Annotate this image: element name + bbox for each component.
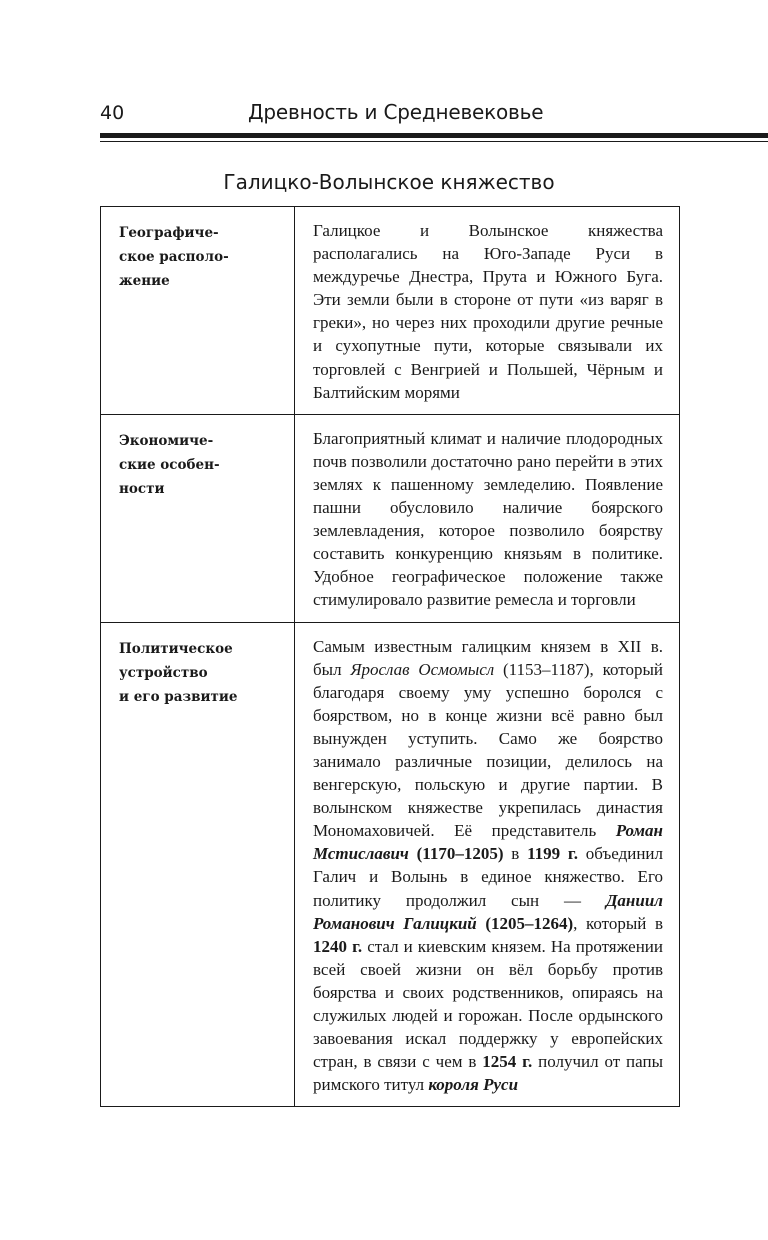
text-run: (1153–1187), который благодаря своему уму успешно боролся с боярством, но в конце жизни всё равно был вынужден уступить. Само же боярство занимало различные позиции, делилось на венгерскую, польскую и другие партии. В волынском княжестве укрепилась династия Мономаховичей. Её представитель — [313, 659, 663, 841]
info-table — [100, 206, 680, 1107]
text-run: Благоприятный климат и наличие плодородных почв позволили достаточно рано перейти в этих землях к пашенному земледелию. Появление пашни обусловило наличие боярского землевладения, которое позволило боярству составить конкуренцию князьям в политике. Удобное географическое положение также стимулировало развитие ремесла и торговли — [313, 428, 663, 610]
emphasized-date: 1240 г. — [313, 936, 363, 956]
row-description — [295, 207, 680, 415]
row-label-line: ское располо- — [119, 249, 229, 265]
row-label — [101, 207, 295, 415]
emphasized-date: 1199 г. — [527, 844, 578, 864]
emphasized-name: Даниил Романович Галицкий — [313, 890, 663, 933]
header-rule-thin — [100, 141, 768, 142]
row-label-line: ские особен- — [119, 456, 220, 473]
emphasized-name: Роман Мстиславич — [313, 821, 663, 864]
text-run: объединил Галич и Волынь в единое княжество. Его политику продолжил сын — — [313, 844, 664, 910]
row-label — [101, 414, 295, 622]
emphasized-name: короля Руси — [428, 1075, 519, 1095]
row-label-line: Географиче- — [119, 225, 219, 241]
running-head — [100, 92, 768, 132]
row-label-line: Экономиче- — [119, 432, 214, 449]
section-title: Галицко-Волынское княжество — [223, 170, 555, 194]
row-label-line: и его развитие — [119, 688, 238, 705]
table-row-geography — [101, 207, 680, 415]
emphasized-date: 1254 г. — [482, 1052, 533, 1072]
running-head-title: Древность и Средневековье — [248, 100, 544, 124]
row-description-text — [313, 427, 663, 612]
table-row-politics — [101, 622, 680, 1107]
text-run: , который в — [573, 913, 663, 933]
text-run: получил от папы римского титул — [313, 1052, 663, 1095]
text-run: Самым известным галицким князем в XII в. был — [313, 636, 663, 679]
emphasized-date: (1170–1205) — [408, 844, 504, 864]
row-label-line: жение — [119, 273, 170, 289]
row-description-text — [313, 219, 663, 404]
row-description-text — [313, 635, 663, 1097]
table-row-economy — [101, 414, 680, 622]
page-number: 40 — [100, 102, 125, 124]
emphasized-date: (1205–1264) — [476, 913, 574, 933]
row-label-line: ности — [119, 480, 165, 497]
row-label — [101, 622, 295, 1107]
row-description — [295, 622, 680, 1107]
row-label-line: Политическое — [119, 640, 233, 657]
row-description — [295, 414, 680, 622]
text-run: стал и киевским князем. На протяжении всей своей жизни он вёл борьбу против боярства и своих родственников, опираясь на служилых людей и горожан. После ордынского завоевания искал поддержку у европейских стран, в связи с чем в — [313, 936, 663, 1072]
text-run: Галицкое и Волынское княжества располагались на Юго-Западе Руси в междуречье Днестра, Прута и Южного Буга. Эти земли были в стороне от пути «из варяг в греки», но через них проходили другие речные и сухопутные пути, которые связывали их торговлей с Венгрией и Польшей, Чёрным и Балтийским морями — [313, 221, 663, 402]
emphasized-name: Ярослав Осмомысл — [350, 659, 495, 679]
header-rule-thick — [100, 133, 768, 138]
text-run: в — [503, 844, 528, 864]
row-label-line: устройство — [119, 664, 208, 681]
